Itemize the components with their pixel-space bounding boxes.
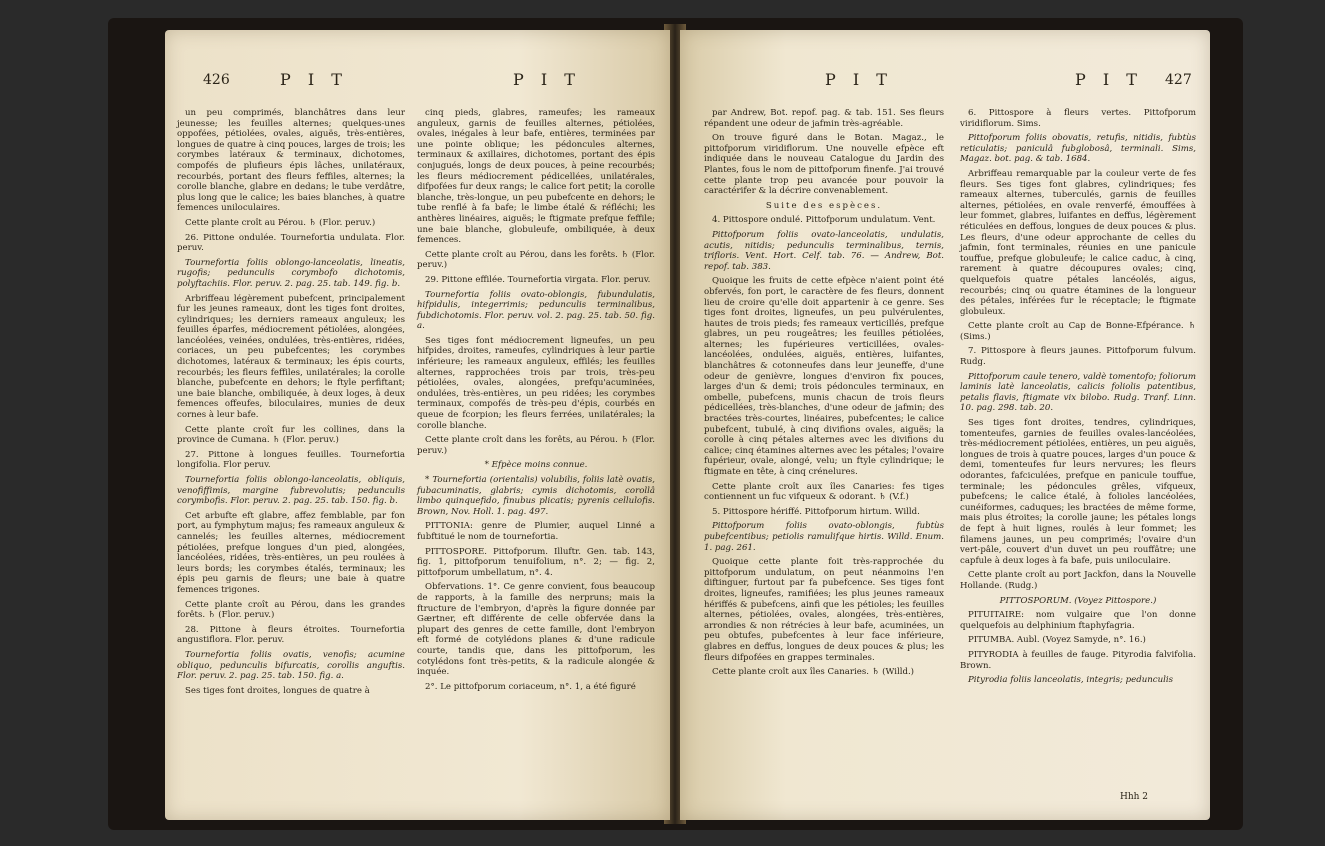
paragraph: Tournefortia foliis oblongo-lanceolatis, lineatis, rugofis; pedunculis corymbofo dichotomis, polyftachiis. Flor. peruv. 2. pag. 25. tab. 149. fig. b. bbox=[177, 257, 405, 289]
text-column bbox=[960, 108, 1196, 690]
paragraph: 29. Pittone effilée. Tournefortia virgata. Flor. peruv. bbox=[425, 274, 651, 285]
right-page bbox=[680, 30, 1210, 820]
paragraph: Quoique les fruits de cette efpèce n'aient point été obfervés, fon port, le caractère de fes fleurs, donnent lieu de croire qu'elle doit appartenir à ce genre. Ses tiges font droites, ligneufes, un peu pulvérulentes, hautes de trois pieds; fes rameaux verticillés, prefque glabres, un peu rougeâtres; les feuilles pétiolées, alternes; les fupérieures verticillées, ovales-lancéolées, ondulées, aiguës, entières, luifantes, blanchâtres & cotonneufes dans leur jeuneffe, d'une odeur de genièvre, longues d'environ fix pouces, larges d'un & demi; trois pédoncules terminaux, en ombelle, pubefcens, munis chacun de trois fleurs pédicellées, très-blanches, d'une odeur de jafmin; des bractées très-courtes, linéaires, pubefcentes; le calice pubefcent, tubulé, à cinq divifions ovales, aiguës; la corolle à cinq pétales alternes avec les divifions du calice; cinq étamines alternes avec les pétales; l'ovaire fupérieur, ovale, alongé, velu; un ftyle cylindrique; le ftigmate en tête, à cinq crénelures. bbox=[704, 276, 944, 477]
paragraph: PITUITAIRE: nom vulgaire que l'on donne quelquefois au delphinium ftaphyfagria. bbox=[960, 610, 1196, 631]
paragraph: Arbriffeau remarquable par la couleur verte de fes fleurs. Ses tiges font glabres, cylindriques; fes rameaux alternes, tuberculés, garnis de feuilles alternes, pétiolées, en ovale renverfé, émouffées à leur fommet, glabres, luifantes en deffus, légèrement réticulées en deffous, longues de deux pouces & plus. Les fleurs, d'une odeur approchante de celles du jafmin, font terminales, réunies en une panicule touffue, prefque globuleufe; le calice caduc, à cinq, rarement à quatre découpures ovales; cinq, quelquefois quatre pétales lancéolés, aigus, recourbés; cinq ou quatre étamines de la longueur des pétales, inférées fur le réceptacle; le ftigmate globuleux. bbox=[960, 168, 1196, 317]
paragraph: On trouve figuré dans le Botan. Magaz., le pittofporum viridiflorum. Une nouvelle efpèce eft indiquée dans le nouveau Catalogue du Jardin des Plantes, fous le nom de pittofporum finenfe. J'ai trouvé cette plante trop peu avancée pour pouvoir la caractérifer & la décrire convenablement. bbox=[704, 133, 944, 197]
paragraph: Cette plante croît au Pérou, dans les forêts. ♄ (Flor. peruv.) bbox=[417, 249, 655, 271]
paragraph: 28. Pittone à fleurs étroites. Tournefortia angustiflora. Flor. peruv. bbox=[177, 624, 405, 646]
paragraph: Pittofporum foliis ovato-lanceolatis, undulatis, acutis, nitidis; pedunculis terminalibus, ternis, trifloris. Vent. Hort. Celf. tab. 76. — Andrew, Bot. repof. tab. 383. bbox=[704, 229, 944, 272]
paragraph: Pittofporum caule tenero, valdè tomentofo; foliorum laminis latè lanceolatis, calicis foliolis patentibus, petalis flavis, ftigmate vix bilobo. Rudg. Tranf. Linn. 10. pag. 298. tab. 20. bbox=[960, 371, 1196, 414]
paragraph: Cette plante croît au Cap de Bonne-Efpérance. ♄ (Sims.) bbox=[960, 321, 1196, 342]
running-header: P I T bbox=[825, 70, 893, 89]
paragraph: Tournefortia foliis ovato-oblongis, fubundulatis, hifpidulis, integerrimis; pedunculis terminalibus, fubdichotomis. Flor. peruv. vol. 2. pag. 25. tab. 50. fig. a. bbox=[417, 289, 655, 332]
paragraph: Pittofporum foliis ovato-oblongis, fubtùs pubefcentibus; petiolis ramulifque hirtis. Willd. Enum. 1. pag. 261. bbox=[704, 521, 944, 553]
paragraph: PITTOSPORE. Pittofporum. Illuftr. Gen. tab. 143, fig. 1, pittofporum tenuifolium, n°. 2; — fig. 2, pittofporum umbellatum, n°. 4. bbox=[417, 546, 655, 578]
paragraph: 26. Pittone ondulée. Tournefortia undulata. Flor. peruv. bbox=[177, 232, 405, 254]
paragraph: PITYRODIA à feuilles de fauge. Pityrodia falvifolia. Brown. bbox=[960, 649, 1196, 671]
paragraph: par Andrew, Bot. repof. pag. & tab. 151. Ses fleurs répandent une odeur de jafmin très-agréable. bbox=[704, 108, 944, 129]
paragraph: Ses tiges font médiocrement ligneufes, un peu hifpides, droites, rameufes, cylindriques à leur partie inférieure; les rameaux anguleux, effilés; les feuilles alternes, rapprochées trois par trois, très-peu pétiolées, ovales, alongées, prefqu'acuminées, ondulées, très-entières, un peu ridées; les corymbes terminaux, compofés de très-peu d'épis, courbés en queue de fcorpion; les fleurs ferrées, unilatérales; la corolle blanche. bbox=[417, 335, 655, 431]
paragraph: 2°. Le pittofporum coriaceum, n°. 1, a été figuré bbox=[425, 681, 636, 692]
paragraph: Cet arbufte eft glabre, affez femblable, par fon port, au fymphytum majus; fes rameaux anguleux & cannelés; les feuilles alternes, médiocrement pétiolées, prefque longues d'un pied, alongées, lancéolées, ridées, très-entières, un peu roulées à leurs bords; les corymbes étalés, terminaux; les épis peu garnis de fleurs; une baie à quatre femences trigones. bbox=[177, 510, 405, 595]
paragraph: Tournefortia foliis ovatis, venofis; acumine obliquo, pedunculis bifurcatis, corollis anguftis. Flor. peruv. 2. pag. 25. tab. 150. fig. a. bbox=[177, 649, 405, 682]
paragraph: 6. Pittospore à fleurs vertes. Pittofporum viridiflorum. Sims. bbox=[960, 108, 1196, 129]
paragraph: Cette plante croît au port Jackfon, dans la Nouvelle Hollande. (Rudg.) bbox=[960, 570, 1196, 591]
paragraph: Cette plante croît fur les collines, dans la province de Cumana. ♄ (Flor. peruv.) bbox=[177, 424, 405, 446]
paragraph: PITTOSPORUM. (Voyez Pittospore.) bbox=[999, 595, 1157, 606]
running-header: P I T bbox=[513, 70, 581, 89]
text-column bbox=[417, 108, 655, 696]
paragraph: Pityrodia foliis lanceolatis, integris; pedunculis bbox=[968, 675, 1174, 686]
paragraph: cinq pieds, glabres, rameufes; les rameaux anguleux, garnis de feuilles alternes, pétiolées, ovales, inégales à leur bafe, entières, terminées par une pointe oblique; les pédoncules alternes, terminaux & axillaires, dichotomes, portant des épis conjugués, longs de deux pouces, à peine recourbés; les fleurs médiocrement pédicellées, unilatérales, difpofées fur deux rangs; le calice fort petit; la corolle blanche, très-longue, un peu pubefcente en dehors; le tube renflé à fa bafe; le limbe étalé & réfléchi; les anthères linéaires, aiguës; le ftigmate prefque feffile; une baie blanche, globuleufe, ombiliquée, à deux femences. bbox=[417, 108, 655, 246]
paragraph: Obfervations. 1°. Ce genre convient, fous beaucoup de rapports, à la famille des nerpruns; mais la ftructure de l'embryon, d'après la figure donnée par Gærtner, eft différente de celle obfervée dans la plupart des genres de cette famille, dont l'embryon eft formé de cotylédons planes & d'une radicule courte, tandis que, dans les pittofporum, les cotylédons font très-petits, & la radicule alongée & inquée. bbox=[417, 582, 655, 678]
paragraph: Cette plante croît aux îles Canaries: fes tiges contiennent un fuc vifqueux & odorant. ♄ (V.f.) bbox=[704, 481, 944, 503]
paragraph: Pittofporum foliis obovatis, retufis, nitidis, fubtùs reticulatis; paniculâ fubglobosâ, terminali. Sims, Magaz. bot. pag. & tab. 1684. bbox=[960, 133, 1196, 165]
paragraph: Cette plante croît au Pérou. ♄ (Flor. peruv.) bbox=[185, 217, 376, 228]
page-number: 427 bbox=[1165, 72, 1192, 88]
paragraph: PITUMBA. Aubl. (Voyez Samyde, n°. 16.) bbox=[968, 635, 1146, 646]
paragraph: Tournefortia foliis oblongo-lanceolatis, obliquis, venofiffimis, margine fubrevolutis; pedunculis corymbofis. Flor. peruv. 2. pag. 25. tab. 150. fig. b. bbox=[177, 475, 405, 507]
paragraph: Suite des espèces. bbox=[765, 200, 883, 211]
signature-mark: Hhh 2 bbox=[1120, 792, 1149, 802]
paragraph: 7. Pittospore à fleurs jaunes. Pittofporum fulvum. Rudg. bbox=[960, 346, 1196, 368]
paragraph: PITTONIA: genre de Plumier, auquel Linné a fubftitué le nom de tournefortia. bbox=[417, 521, 655, 542]
paragraph: 4. Pittospore ondulé. Pittofporum undulatum. Vent. bbox=[712, 215, 936, 226]
text-column bbox=[704, 108, 944, 682]
paragraph: Cette plante croît au Pérou, dans les grandes forêts. ♄ (Flor. peruv.) bbox=[177, 599, 405, 621]
paragraph: un peu comprimés, blanchâtres dans leur jeunesse; les feuilles alternes; quelques-unes oppofées, pétiolées, ovales, aiguës, très-entières, longues de quatre à cinq pouces, larges de trois; les corymbes latéraux & terminaux, dichotomes, compofés de plufieurs épis lâches, unilatéraux, recourbés, portant des fleurs feffiles, alternes; la corolle blanche, glabre en dedans; le tube verdâtre, plus long que le calice; les baies blanches, à quatre femences uniloculaires. bbox=[177, 108, 405, 214]
paragraph: Cette plante croît dans les forêts, au Pérou. ♄ (Flor. peruv.) bbox=[417, 435, 655, 456]
left-page bbox=[165, 30, 670, 820]
text-column bbox=[177, 108, 405, 700]
running-header: P I T bbox=[280, 70, 348, 89]
running-header: P I T bbox=[1075, 70, 1143, 89]
paragraph: Ses tiges font droites, longues de quatre à bbox=[185, 685, 370, 696]
page-number: 426 bbox=[203, 72, 230, 88]
paragraph: Quoique cette plante foit très-rapprochée du pittofporum undulatum, on peut néanmoins l'en diftinguer, furtout par fa pubefcence. Ses tiges font droites, ligneufes, ramifiées; les plus jeunes rameaux hériffés & pubefcens, ainfi que les pétioles; les feuilles alternes, pétiolées, ovales, alongées, très-entières, arrondies & non rétrécies à leur bafe, acuminées, un peu obtufes, pubefcentes à leur face inférieure, glabres en deffus, longues de deux pouces & plus; les fleurs difpofées en grappes terminales. bbox=[704, 557, 944, 663]
paragraph: * Tournefortia (orientalis) volubilis, foliis latè ovatis, fubacuminatis, glabris; cymis dichotomis, corollâ limbo quinquefido, finubus plicatis; pyrenis cellulofis. Brown, Nov. Holl. 1. pag. 497. bbox=[417, 475, 655, 517]
paragraph: 5. Pittospore hériffé. Pittofporum hirtum. Willd. bbox=[712, 506, 920, 517]
paragraph: 27. Pittone à longues feuilles. Tournefortia longifolia. Flor peruv. bbox=[177, 449, 405, 471]
paragraph: Cette plante croît aux îles Canaries. ♄ (Willd.) bbox=[712, 667, 915, 678]
paragraph: Arbriffeau légèrement pubefcent, principalement fur les jeunes rameaux, dont les tiges font droites, cylindriques; les derniers rameaux anguleux; les feuilles éparfes, médiocrement pétiolées, alongées, lancéolées, veinées, ondulées, très-entières, ridées, coriaces, un peu pubefcentes; les corymbes dichotomes, latéraux & terminaux; les épis courts, recourbés; les fleurs feffiles, unilatérales; la corolle blanche, pubefcente en dehors; le ftyle perfiftant; une baie blanche, ombiliquée, à deux loges, à deux femences offeufes, biloculaires, munies de deux cornes à leur bafe. bbox=[177, 293, 405, 421]
paragraph: * Efpèce moins connue. bbox=[484, 460, 588, 471]
paragraph: Ses tiges font droites, tendres, cylindriques, tomenteufes, garnies de feuilles ovales-lancéolées, très-médiocrement pétiolées, entières, un peu aiguës, longues de trois à quatre pouces, larges d'un pouce & demi, tomenteufes fur leurs nervures; les fleurs odorantes, fafciculées, prefque en panicule touffue, terminale; les pédoncules grêles, vifqueux, pubefcens; le calice étalé, à folioles lancéolées, cunéiformes, caduques; les bractées de même forme, mais plus étroites; la corolle jaune; les pétales longs de fept à huit lignes, roulés à leur fommet; les filamens jaunes, un peu comprimés; l'ovaire d'un vert-pâle, couvert d'un duvet un peu rouffâtre; une capfule à deux loges à fa bafe, puis uniloculaire. bbox=[960, 418, 1196, 566]
